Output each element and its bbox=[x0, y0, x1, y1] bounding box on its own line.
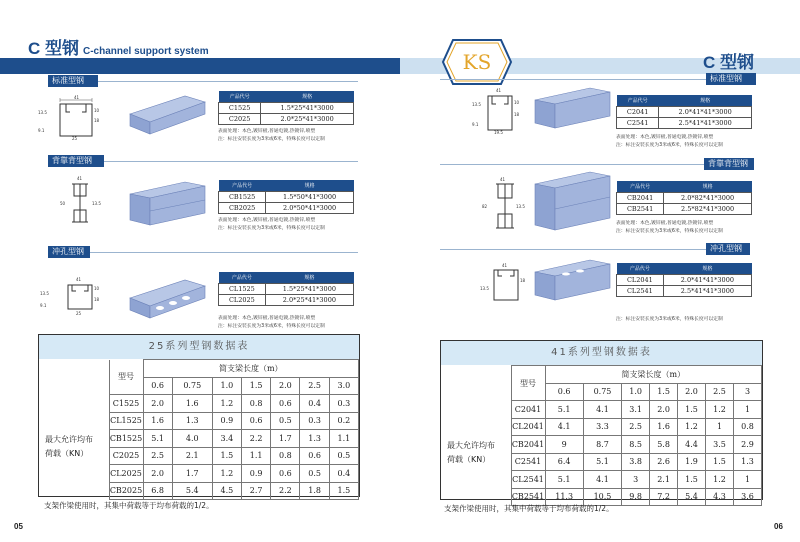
span-length: 2.0 bbox=[678, 383, 706, 401]
load-cell: 1.1 bbox=[242, 447, 271, 465]
load-cell: 0.5 bbox=[329, 447, 358, 465]
load-cell: 3.8 bbox=[622, 453, 650, 471]
load-cell: 0.2 bbox=[329, 412, 358, 430]
section-label: 冲孔型钢 bbox=[48, 246, 90, 258]
svg-text:13.5: 13.5 bbox=[40, 291, 49, 296]
load-cell: 5.4 bbox=[172, 482, 212, 500]
load-cell: 1.5 bbox=[678, 471, 706, 489]
span-length: 1.5 bbox=[650, 383, 678, 401]
load-cell: 0.3 bbox=[300, 412, 329, 430]
section-label: 背靠背型钢 bbox=[48, 155, 104, 167]
span-length: 3.0 bbox=[329, 377, 358, 395]
page-number: 06 bbox=[774, 522, 783, 531]
surface-note: 表面处理：本色,镀锌板,普通电镀,热镀锌,喷塑 注：标注安装长度为3米或6米，特殊长度可以定制 bbox=[218, 218, 325, 231]
surface-note: 表面处理：本色,镀锌板,普通电镀,热镀锌,喷塑 注：标注安装长度为3米或6米，特殊长度可以定制 bbox=[616, 135, 723, 148]
load-cell: 0.8 bbox=[271, 447, 300, 465]
load-cell: 9 bbox=[545, 436, 583, 454]
spec-table-slotted-right: 产品代号 规格 CL2041 2.0*41*41*3000 CL2541 2.5*41*41*3000 bbox=[616, 263, 752, 297]
load-cell: 4.5 bbox=[212, 482, 241, 500]
span-length: 3 bbox=[734, 383, 762, 401]
load-cell: 4.1 bbox=[545, 418, 583, 436]
span-length: 0.75 bbox=[583, 383, 621, 401]
svg-text:25: 25 bbox=[72, 136, 78, 141]
load-cell: 4.4 bbox=[678, 436, 706, 454]
load-cell: 3.1 bbox=[622, 401, 650, 419]
load-cell: 4.1 bbox=[583, 401, 621, 419]
load-cell: 8.5 bbox=[622, 436, 650, 454]
data-table-41-series bbox=[440, 340, 763, 500]
svg-text:13.5: 13.5 bbox=[38, 110, 47, 115]
load-cell: 2.2 bbox=[242, 430, 271, 448]
page-title-left: C 型钢 C-channel support system bbox=[28, 39, 209, 58]
svg-text:13.5: 13.5 bbox=[516, 204, 525, 209]
channel-image-slotted-r bbox=[530, 258, 615, 313]
svg-text:18: 18 bbox=[520, 278, 526, 283]
load-cell: 5.1 bbox=[545, 401, 583, 419]
profile-drawing-standard-r bbox=[470, 86, 530, 136]
model-cell: CB1525 bbox=[109, 430, 143, 448]
channel-image-standard-r bbox=[530, 86, 615, 141]
load-cell: 1.2 bbox=[678, 418, 706, 436]
model-cell: CL2541 bbox=[511, 471, 545, 489]
svg-text:10: 10 bbox=[514, 100, 520, 105]
svg-text:18: 18 bbox=[94, 297, 100, 302]
svg-text:18: 18 bbox=[94, 118, 100, 123]
page-title-right: C 型钢 bbox=[703, 53, 754, 72]
load-cell: 2.1 bbox=[650, 471, 678, 489]
table-row bbox=[441, 401, 762, 419]
svg-text:25: 25 bbox=[76, 311, 82, 316]
load-cell: 5.4 bbox=[678, 488, 706, 506]
load-cell: 1.3 bbox=[300, 430, 329, 448]
load-cell: 0.9 bbox=[212, 412, 241, 430]
span-header: 简支梁长度（m） bbox=[545, 366, 762, 384]
load-cell: 3.6 bbox=[734, 488, 762, 506]
load-cell: 1.8 bbox=[300, 482, 329, 500]
spec-table-standard-left: 产品代号 规格 C1525 1.5*25*41*3000 C2025 2.0*25*41*3000 bbox=[218, 91, 354, 125]
load-cell: 2.5 bbox=[143, 447, 172, 465]
span-length: 0.6 bbox=[545, 383, 583, 401]
model-cell: C2025 bbox=[109, 447, 143, 465]
svg-text:10: 10 bbox=[94, 108, 100, 113]
load-cell: 1 bbox=[734, 471, 762, 489]
model-header: 型号 bbox=[511, 366, 545, 401]
page-number: 05 bbox=[14, 522, 23, 531]
load-cell: 2.6 bbox=[650, 453, 678, 471]
load-cell: 1.5 bbox=[329, 482, 358, 500]
channel-image-standard bbox=[125, 94, 215, 144]
channel-image-b2b bbox=[125, 180, 215, 235]
svg-text:41: 41 bbox=[77, 176, 83, 181]
load-cell: 1.5 bbox=[706, 453, 734, 471]
surface-note: 表面处理：本色,镀锌板,普通电镀,热镀锌,喷塑 注：标注安装长度为3米或6米，特殊长度可以定制 bbox=[218, 129, 325, 142]
model-cell: CB2041 bbox=[511, 436, 545, 454]
svg-text:41: 41 bbox=[502, 263, 508, 268]
svg-text:10: 10 bbox=[94, 286, 100, 291]
surface-note: 表面处理：本色,镀锌板,普通电镀,热镀锌,喷塑 注：标注安装长度为3米或6米，特殊长度可以定制 bbox=[218, 316, 325, 329]
svg-text:9.1: 9.1 bbox=[38, 128, 45, 133]
model-cell: C2041 bbox=[511, 401, 545, 419]
section-label: 背靠背型钢 bbox=[704, 158, 754, 170]
load-cell: 2.0 bbox=[143, 465, 172, 483]
load-cell: 10.5 bbox=[583, 488, 621, 506]
load-cell: 11.3 bbox=[545, 488, 583, 506]
spec-table-b2b-left: 产品代号 规格 CB1525 1.5*50*41*3000 CB2025 2.0*50*41*3000 bbox=[218, 180, 354, 214]
load-cell: 1.7 bbox=[172, 465, 212, 483]
load-cell: 1.6 bbox=[172, 395, 212, 413]
load-cell: 5.1 bbox=[583, 453, 621, 471]
load-cell: 1 bbox=[706, 418, 734, 436]
footnote: 支架作梁使用时，其集中荷载等于均布荷载的1/2。 bbox=[444, 504, 614, 513]
svg-text:41: 41 bbox=[76, 277, 82, 282]
load-cell: 2.9 bbox=[734, 436, 762, 454]
load-cell: 1 bbox=[734, 401, 762, 419]
load-cell: 3.4 bbox=[212, 430, 241, 448]
load-label: 最大允许均布 荷载（KN） bbox=[45, 435, 93, 458]
model-header: 型号 bbox=[109, 360, 143, 395]
logo-text: KS bbox=[462, 50, 492, 74]
load-cell: 9.8 bbox=[622, 488, 650, 506]
svg-text:41: 41 bbox=[496, 88, 502, 93]
load-cell: 4.3 bbox=[706, 488, 734, 506]
span-length: 0.6 bbox=[143, 377, 172, 395]
svg-text:82: 82 bbox=[482, 204, 488, 209]
load-cell: 2.1 bbox=[172, 447, 212, 465]
svg-text:9.1: 9.1 bbox=[40, 303, 47, 308]
load-cell: 1.6 bbox=[143, 412, 172, 430]
load-cell: 4.1 bbox=[583, 471, 621, 489]
spec-table-b2b-right: 产品代号 规格 CB2041 2.0*82*41*3000 CB2541 2.5*82*41*3000 bbox=[616, 181, 752, 215]
model-cell: C2541 bbox=[511, 453, 545, 471]
load-cell: 0.5 bbox=[271, 412, 300, 430]
load-cell: 1.7 bbox=[271, 430, 300, 448]
profile-drawing-slotted bbox=[30, 275, 120, 325]
load-cell: 1.2 bbox=[706, 471, 734, 489]
model-cell: CB2541 bbox=[511, 488, 545, 506]
surface-note: 注：标注安装长度为3米或6米，特殊长度可以定制 bbox=[616, 317, 723, 322]
page-subtitle: C-channel support system bbox=[83, 46, 209, 57]
load-cell: 0.6 bbox=[300, 447, 329, 465]
load-cell: 6.4 bbox=[545, 453, 583, 471]
load-cell: 0.9 bbox=[242, 465, 271, 483]
data-table-title: 41系列型钢数据表 bbox=[441, 341, 762, 365]
svg-text:18: 18 bbox=[514, 112, 520, 117]
load-cell: 2.0 bbox=[143, 395, 172, 413]
load-cell: 2.5 bbox=[622, 418, 650, 436]
data-table-25-series bbox=[38, 334, 360, 497]
svg-text:41: 41 bbox=[500, 177, 506, 182]
load-cell: 0.6 bbox=[271, 465, 300, 483]
load-cell: 1.2 bbox=[212, 395, 241, 413]
model-cell: CL2041 bbox=[511, 418, 545, 436]
model-cell: CL2025 bbox=[109, 465, 143, 483]
model-cell: CB2025 bbox=[109, 482, 143, 500]
load-cell: 7.2 bbox=[650, 488, 678, 506]
load-cell: 0.6 bbox=[242, 412, 271, 430]
profile-drawing-b2b-r bbox=[480, 176, 530, 236]
load-cell: 3.5 bbox=[706, 436, 734, 454]
span-length: 0.75 bbox=[172, 377, 212, 395]
footnote: 支架作梁使用时，其集中荷载等于均布荷载的1/2。 bbox=[44, 501, 214, 510]
load-cell: 3.3 bbox=[583, 418, 621, 436]
span-length: 2.5 bbox=[706, 383, 734, 401]
load-cell: 1.3 bbox=[172, 412, 212, 430]
load-cell: 2.0 bbox=[650, 401, 678, 419]
section-label: 冲孔型钢 bbox=[706, 243, 750, 255]
load-cell: 1.6 bbox=[650, 418, 678, 436]
spec-table-standard-right: 产品代号 规格 C2041 2.0*41*41*3000 C2541 2.5*41*41*3000 bbox=[616, 95, 752, 129]
load-cell: 0.5 bbox=[300, 465, 329, 483]
load-cell: 0.8 bbox=[242, 395, 271, 413]
span-length: 2.5 bbox=[300, 377, 329, 395]
span-length: 2.0 bbox=[271, 377, 300, 395]
load-cell: 0.3 bbox=[329, 395, 358, 413]
profile-drawing-slotted-r bbox=[480, 262, 530, 307]
load-cell: 1.2 bbox=[212, 465, 241, 483]
load-cell: 6.8 bbox=[143, 482, 172, 500]
load-cell: 1.1 bbox=[329, 430, 358, 448]
load-cell: 1.5 bbox=[678, 401, 706, 419]
load-cell: 0.4 bbox=[329, 465, 358, 483]
span-length: 1.0 bbox=[622, 383, 650, 401]
svg-text:19.5: 19.5 bbox=[494, 130, 503, 135]
svg-text:13.5: 13.5 bbox=[472, 102, 481, 107]
span-length: 1.5 bbox=[242, 377, 271, 395]
channel-image-b2b-r bbox=[530, 170, 615, 240]
svg-text:13.5: 13.5 bbox=[92, 201, 101, 206]
load-cell: 1.5 bbox=[212, 447, 241, 465]
svg-text:50: 50 bbox=[60, 201, 66, 206]
load-cell: 4.0 bbox=[172, 430, 212, 448]
load-cell: 8.7 bbox=[583, 436, 621, 454]
section-label: 标准型钢 bbox=[48, 75, 98, 87]
left-section-standard bbox=[48, 75, 98, 87]
load-cell: 3 bbox=[622, 471, 650, 489]
load-cell: 0.4 bbox=[300, 395, 329, 413]
data-table-title: 25系列型钢数据表 bbox=[39, 335, 359, 359]
svg-text:9.1: 9.1 bbox=[472, 122, 479, 127]
model-cell: CL1525 bbox=[109, 412, 143, 430]
load-cell: 1.9 bbox=[678, 453, 706, 471]
load-cell: 5.1 bbox=[143, 430, 172, 448]
load-cell: 0.8 bbox=[734, 418, 762, 436]
span-length: 1.0 bbox=[212, 377, 241, 395]
model-cell: C1525 bbox=[109, 395, 143, 413]
load-cell: 2.2 bbox=[271, 482, 300, 500]
spec-table-slotted-left: 产品代号 规格 CL1525 1.5*25*41*3000 CL2025 2.0*25*41*3000 bbox=[218, 272, 354, 306]
load-label: 最大允许均布 荷载（KN） bbox=[447, 441, 495, 464]
profile-drawing-b2b bbox=[30, 172, 120, 232]
channel-image-slotted bbox=[125, 278, 215, 328]
load-cell: 2.7 bbox=[242, 482, 271, 500]
load-cell: 1.2 bbox=[706, 401, 734, 419]
section-label: 标准型钢 bbox=[706, 73, 756, 85]
surface-note: 表面处理：本色,镀锌板,普通电镀,热镀锌,喷塑 注：标注安装长度为3米或6米，特殊长度可以定制 bbox=[616, 221, 723, 234]
table-row bbox=[39, 395, 359, 413]
span-header: 简支梁长度（m） bbox=[143, 360, 359, 378]
load-cell: 5.8 bbox=[650, 436, 678, 454]
load-cell: 0.6 bbox=[271, 395, 300, 413]
svg-text:13.5: 13.5 bbox=[480, 286, 489, 291]
profile-drawing-standard bbox=[30, 92, 120, 142]
load-cell: 5.1 bbox=[545, 471, 583, 489]
load-cell: 1.3 bbox=[734, 453, 762, 471]
svg-text:41: 41 bbox=[74, 95, 80, 100]
